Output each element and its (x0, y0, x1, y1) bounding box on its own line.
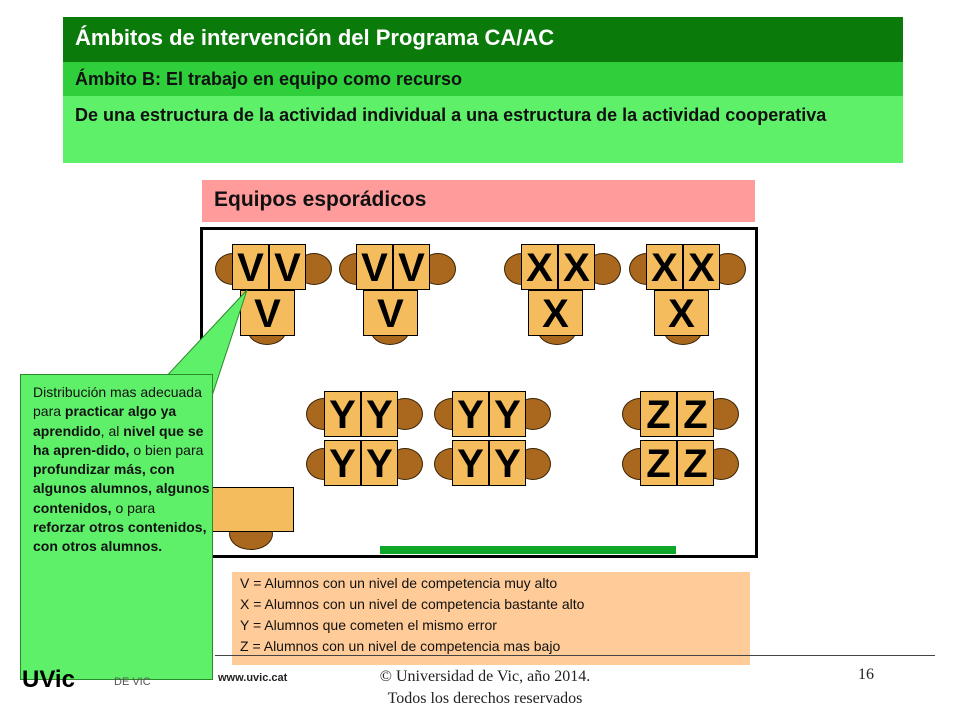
legend-item: V = Alumnos con un nivel de competencia muy alto (240, 575, 558, 591)
legend-item: X = Alumnos con un nivel de competencia bastante alto (240, 596, 585, 612)
student-cell: Z (640, 391, 677, 437)
callout-box (20, 374, 213, 680)
student-cell: X (683, 244, 720, 290)
student-cell: Y (452, 440, 489, 486)
student-cell: V (269, 244, 306, 290)
blackboard (380, 546, 676, 554)
student-cell: X (654, 290, 709, 336)
legend-box (232, 572, 750, 665)
student-cell: Y (361, 440, 398, 486)
student-cell: X (646, 244, 683, 290)
student-cell: Y (489, 391, 526, 437)
student-cell: V (356, 244, 393, 290)
student-cell: Y (324, 391, 361, 437)
page-description: De una estructura de la actividad individual a una estructura de la actividad cooperativa (75, 105, 827, 125)
student-cell: Y (324, 440, 361, 486)
student-cell: V (240, 290, 295, 336)
copyright-line: © Universidad de Vic, año 2014. (379, 668, 591, 685)
student-cell: Y (489, 440, 526, 486)
legend-item: Y = Alumnos que cometen el mismo error (240, 617, 497, 633)
section-header (202, 180, 755, 222)
page-subtitle: Ámbito B: El trabajo en equipo como recurso (75, 69, 463, 89)
callout-part: nivel que se ha apren-dido, (33, 422, 204, 458)
svg-text:DE VIC: DE VIC (114, 676, 151, 688)
teacher-desk (208, 487, 294, 532)
subtitle-banner (63, 62, 903, 96)
student-cell: X (521, 244, 558, 290)
callout-part: reforzar otros contenidos, con otros alumnos. (33, 519, 207, 555)
callout-part: o para (111, 499, 156, 516)
university-logo (22, 667, 162, 691)
legend-item: Z = Alumnos con un nivel de competencia mas bajo (240, 638, 561, 654)
svg-text:UVic: UVic (22, 667, 75, 691)
copyright-notice (320, 666, 650, 710)
title-banner (63, 17, 903, 62)
student-cell: Y (452, 391, 489, 437)
page-number: 16 (858, 666, 874, 683)
footer-divider (215, 655, 935, 656)
student-cell: X (558, 244, 595, 290)
section-title: Equipos esporádicos (214, 188, 427, 211)
callout-part: practicar algo ya aprendido (33, 403, 177, 439)
student-cell: V (232, 244, 269, 290)
student-cell: Y (361, 391, 398, 437)
description-banner (63, 96, 903, 163)
page-title: Ámbitos de intervención del Programa CA/AC (75, 25, 555, 50)
student-cell: V (393, 244, 430, 290)
student-cell: Z (640, 440, 677, 486)
callout-part: , al (100, 422, 124, 439)
footer-url[interactable]: www.uvic.cat (218, 672, 288, 684)
callout-part: profundizar más, con algunos alumnos, algunos contenidos, (33, 461, 210, 516)
student-cell: V (363, 290, 418, 336)
student-cell: X (528, 290, 583, 336)
callout-part: o bien para (129, 441, 204, 458)
student-cell: Z (677, 440, 714, 486)
student-cell: Z (677, 391, 714, 437)
copyright-line: Todos los derechos reservados (387, 690, 583, 707)
callout-part: Distribución mas adecuada para (33, 384, 202, 420)
callout-text (33, 383, 211, 557)
